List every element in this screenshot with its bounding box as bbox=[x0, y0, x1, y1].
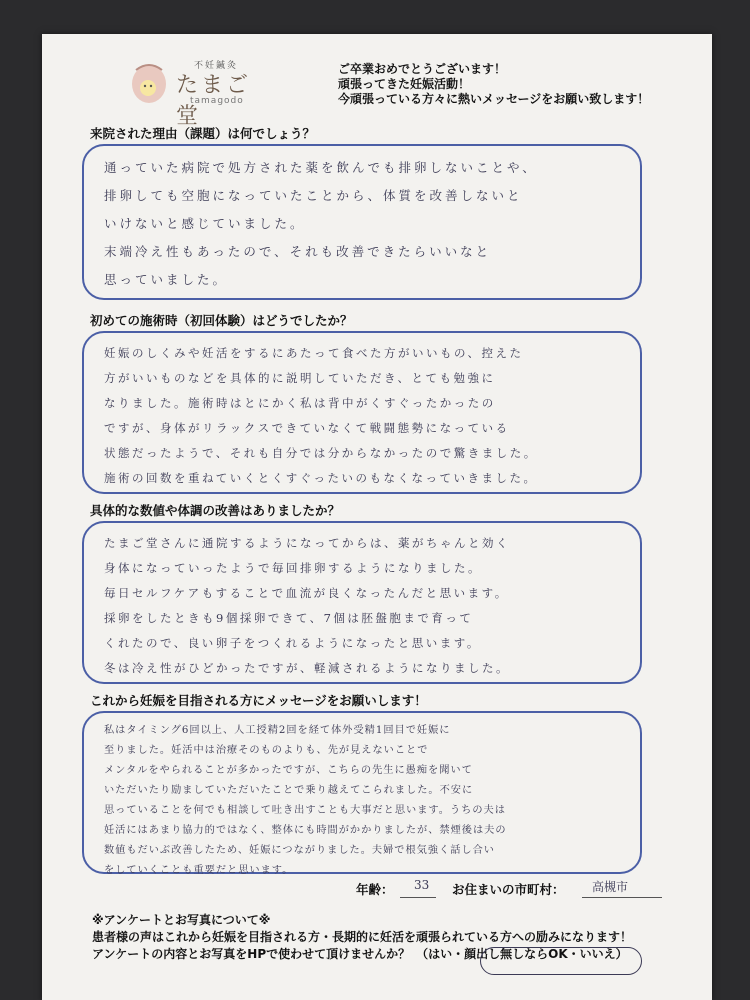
greeting-line: 今頑張っている方々に熱いメッセージをお願い致します！ bbox=[338, 92, 650, 106]
logo-name: たまご堂 bbox=[176, 73, 252, 129]
age-label: 年齢： bbox=[356, 882, 394, 897]
answer-line: 状態だったようで、それも自分では分からなかったので驚きました。 bbox=[104, 446, 538, 460]
answer-line: 妊娠のしくみや妊活をするにあたって食べた方がいいもの、控えた bbox=[104, 346, 524, 360]
answer-line: 毎日セルフケアもすることで血流が良くなったんだと思います。 bbox=[104, 586, 509, 600]
selected-option-circle bbox=[480, 947, 642, 975]
answer-line: 冬は冷え性がひどかったですが、軽減されるようになりました。 bbox=[104, 661, 510, 675]
greeting-line: 頑張ってきた妊娠活動！ bbox=[338, 77, 471, 91]
answer-box bbox=[82, 331, 642, 494]
answer-line: 思っていました。 bbox=[104, 272, 229, 287]
answer-line: 末端冷え性もあったので、それも改善できたらいいなと bbox=[104, 244, 492, 259]
notes-heading: ※アンケートとお写真について※ bbox=[92, 913, 271, 927]
answer-line: 至りました。妊活中は治療そのものよりも、先が見えないことで bbox=[104, 745, 429, 756]
answer-line: 身体になっていったようで毎回排卵するようになりました。 bbox=[104, 561, 482, 575]
tamagodo-logo bbox=[128, 58, 258, 129]
notes-line: 患者様の声はこれから妊娠を目指される方・長期的に妊活を頑張られている方への励みになります！ bbox=[92, 930, 633, 944]
hen-and-chick-icon bbox=[128, 60, 170, 104]
answer-line: 排卵しても空胞になっていたことから、体質を改善しないと bbox=[104, 188, 523, 203]
answer-line: 施術の回数を重ねていくとくすぐったいのもなくなっていきました。 bbox=[104, 471, 538, 485]
answer-line: たまご堂さんに通院するようになってからは、薬がちゃんと効く bbox=[104, 536, 510, 550]
age-underline bbox=[400, 897, 436, 898]
answer-line: なりました。施術時はとにかく私は背中がくすぐったかったの bbox=[104, 396, 496, 410]
answer-line: いけないと感じていました。 bbox=[104, 216, 306, 231]
answer-line: 思っていることを何でも相談して吐き出すことも大事だと思います。うちの夫は bbox=[104, 805, 506, 816]
city-value: 高槻市 bbox=[592, 880, 629, 894]
answer-line: 数値もだいぶ改善したため、妊娠につながりました。夫婦で根気強く話し合い bbox=[104, 845, 495, 856]
question-title: 具体的な数値や体調の改善はありましたか？ bbox=[90, 503, 341, 518]
question-title: これから妊娠を目指される方にメッセージをお願いします！ bbox=[90, 693, 427, 708]
notes-line: アンケートの内容とお写真をHPで使わせて頂けませんか？ （はい・顔出し無しならOK・いいえ） bbox=[92, 947, 628, 961]
answer-line: をしていくことも重要だと思います。 bbox=[104, 865, 294, 876]
question-title: 来院された理由（課題）は何でしょう？ bbox=[90, 126, 316, 141]
answer-line: いただいたり励ましていただいたことで乗り越えてこられました。不安に bbox=[104, 785, 474, 796]
greeting-block bbox=[338, 62, 678, 107]
answer-box bbox=[82, 521, 642, 684]
answer-line: 妊活にはあまり協力的ではなく、整体にも時間がかかりましたが、禁煙後は夫の bbox=[104, 825, 507, 836]
logo-sub: tamagodo bbox=[190, 96, 244, 106]
age-value: 33 bbox=[414, 878, 430, 892]
answer-line: メンタルをやられることが多かったですが、こちらの先生に愚痴を聞いて bbox=[104, 765, 473, 776]
answer-line: 方がいいものなどを具体的に説明していただき、とても勉強に bbox=[104, 371, 496, 385]
question-title: 初めての施術時（初回体験）はどうでしたか？ bbox=[90, 313, 353, 328]
answer-line: 私はタイミング6回以上、人工授精2回を経て体外受精1回目で妊娠に bbox=[104, 725, 451, 736]
answer-line: ですが、身体がリラックスできていなくて戦闘態勢になっている bbox=[104, 421, 510, 435]
logo-kicker: 不妊鍼灸 bbox=[194, 61, 239, 71]
answer-box bbox=[82, 144, 642, 300]
answer-line: 通っていた病院で処方された薬を飲んでも排卵しないことや、 bbox=[104, 160, 538, 175]
answer-line: 採卵をしたときも9個採卵できて、7個は胚盤胞まで育って bbox=[104, 611, 474, 625]
greeting-line: ご卒業おめでとうございます！ bbox=[338, 62, 507, 76]
city-label: お住まいの市町村： bbox=[452, 882, 565, 897]
answer-line: くれたので、良い卵子をつくれるようになったと思います。 bbox=[104, 636, 481, 650]
answer-box bbox=[82, 711, 642, 874]
city-underline bbox=[582, 897, 662, 898]
